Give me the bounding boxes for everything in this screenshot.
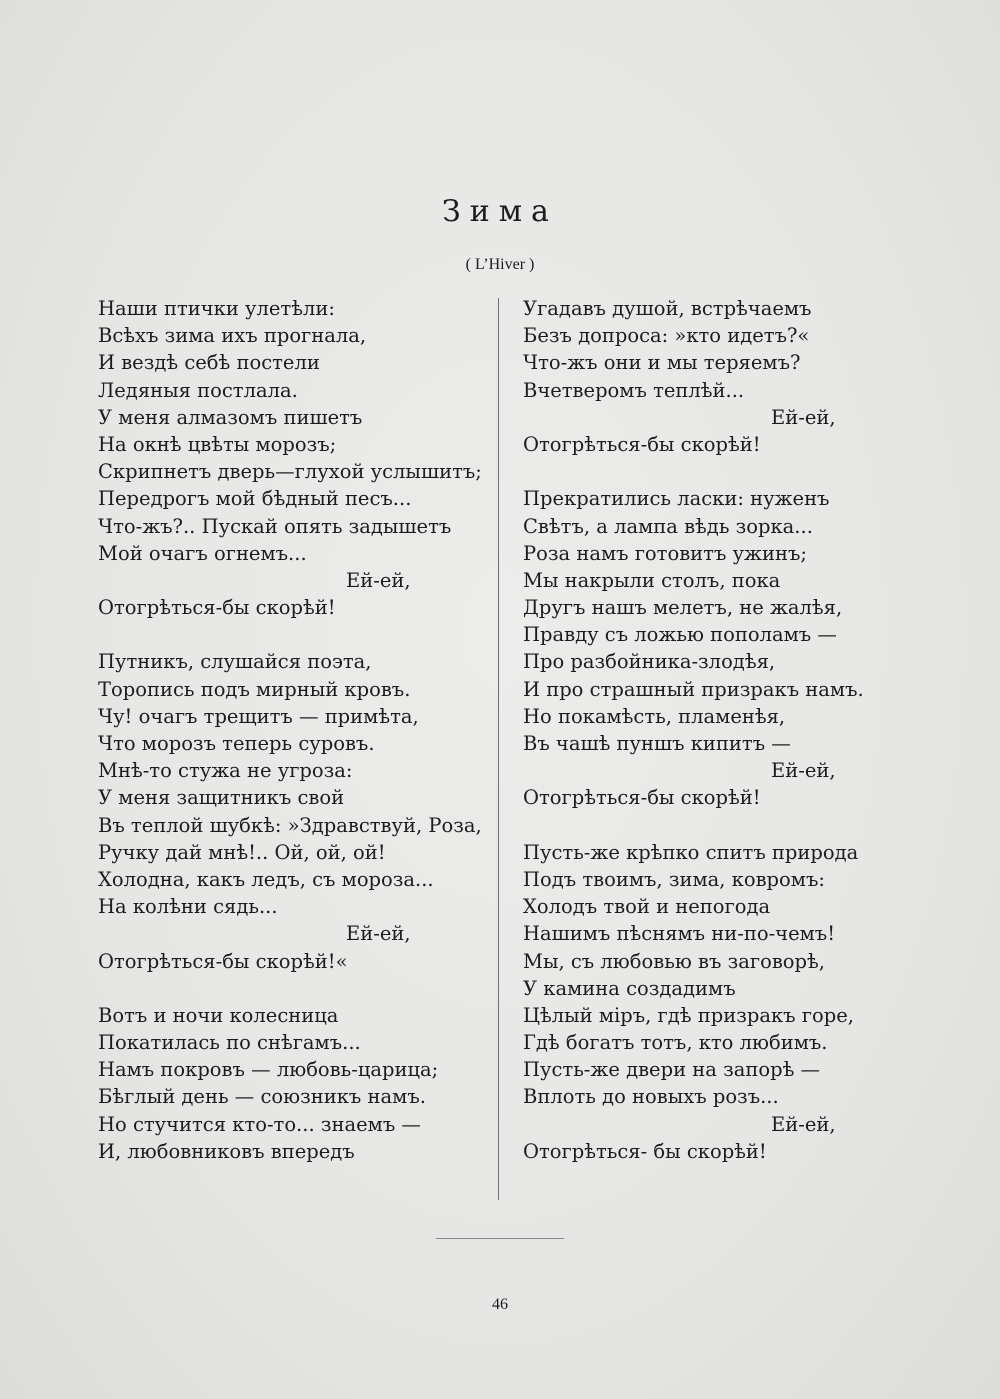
verse-line: Роза намъ готовитъ ужинъ; — [523, 541, 807, 565]
verse-line: Вчетверомъ теплѣй... — [523, 378, 745, 402]
verse-line: Другъ нашъ мелетъ, не жалѣя, — [523, 596, 843, 620]
refrain-line: Ей-ей, — [771, 1112, 836, 1136]
verse-line: Намъ покровъ — любовь-царица; — [98, 1058, 439, 1082]
stanza-gap — [98, 975, 498, 1002]
verse-line: Пусть-же двери на запорѣ — — [523, 1058, 821, 1082]
stanza-gap — [523, 812, 923, 839]
verse-line: Отогрѣться-бы скорѣй! — [523, 786, 761, 810]
verse-line: Пусть-же крѣпко спитъ природа — [523, 840, 859, 864]
verse-line: Наши птички улетѣли: — [98, 297, 335, 320]
verse-line: Въ чашѣ пуншъ кипитъ — — [523, 732, 791, 755]
verse-line: Покатилась по снѣгамъ... — [98, 1031, 361, 1055]
verse-line: Прекратились ласки: нуженъ — [523, 487, 830, 511]
verse-line: Правду съ ложью пополамъ — — [523, 623, 837, 647]
verse-line: Путникъ, слушайся поэта, — [98, 650, 372, 674]
column-divider — [498, 298, 499, 1200]
verse-line: Угадавъ душой, встрѣчаемъ — [523, 297, 812, 320]
verse-line: Передрогъ мой бѣдный песъ... — [98, 487, 412, 511]
verse-line: У меня защитникъ свой — [98, 786, 345, 810]
verse-line: Мой очагъ огнемъ... — [98, 541, 307, 565]
verse-line: Холодъ твой и непогода — [523, 895, 771, 919]
refrain-line: Ей-ей, — [346, 568, 411, 592]
verse-line: Отогрѣться- бы скорѣй! — [523, 1139, 767, 1163]
verse-line: Что морозъ теперь суровъ. — [98, 732, 375, 755]
poem-title: Зима — [442, 194, 558, 229]
refrain-line: Ей-ей, — [771, 759, 836, 783]
footer-rule — [436, 1238, 564, 1239]
refrain-line: Ей-ей, — [771, 405, 836, 429]
verse-line: На окнѣ цвѣты морозъ; — [98, 432, 337, 456]
verse-line: Ручку дай мнѣ!.. Ой, ой, ой! — [98, 840, 386, 864]
verse-line: Про разбойника-злодѣя, — [523, 650, 776, 674]
verse-line: Чу! очагъ трещитъ — примѣта, — [98, 704, 419, 728]
verse-line: Безъ допроса: »кто идетъ?« — [523, 324, 810, 348]
stanza-gap — [523, 458, 923, 485]
verse-line: Мы, съ любовью въ заговорѣ, — [523, 949, 825, 973]
verse-line: Бѣглый день — союзникъ намъ. — [98, 1085, 426, 1109]
verse-line: Отогрѣться-бы скорѣй! — [98, 596, 336, 620]
verse-line: Мы накрыли столъ, пока — [523, 568, 781, 592]
verse-line: И вездѣ себѣ постели — [98, 351, 320, 375]
verse-line: Отогрѣться-бы скорѣй! — [523, 432, 761, 456]
verse-line: Торопись подъ мирный кровъ. — [98, 677, 411, 701]
verse-line: Вотъ и ночи колесница — [98, 1003, 339, 1027]
verse-line: Свѣтъ, а лампа вѣдь зорка... — [523, 514, 813, 538]
verse-line: Цѣлый міръ, гдѣ призракъ горе, — [523, 1003, 854, 1027]
verse-line: У камина создадимъ — [523, 976, 736, 1000]
verse-line: Вплоть до новыхъ розъ... — [523, 1085, 779, 1109]
left-column — [98, 295, 498, 1165]
verse-line: У меня алмазомъ пишетъ — [98, 405, 363, 429]
verse-line: На колѣни сядь... — [98, 895, 278, 919]
poem-subtitle: ( L’Hiver ) — [465, 256, 535, 273]
verse-line: Что-жъ они и мы теряемъ? — [523, 351, 801, 375]
verse-line: Отогрѣться-бы скорѣй!« — [98, 949, 348, 973]
verse-line: Но стучится кто-то... знаемъ — — [98, 1112, 421, 1136]
verse-line: Скрипнетъ дверь—глухой услышитъ; — [98, 460, 482, 484]
verse-line: Но покамѣсть, пламенѣя, — [523, 704, 786, 728]
verse-line: Въ теплой шубкѣ: »Здравствуй, Роза, — [98, 813, 482, 837]
stanza-gap — [98, 621, 498, 648]
verse-line: Нашимъ пѣснямъ ни-по-чемъ! — [523, 922, 836, 946]
refrain-line: Ей-ей, — [346, 922, 411, 946]
verse-line: Мнѣ-то стужа не угроза: — [98, 759, 353, 783]
verse-line: И, любовниковъ впередъ — [98, 1139, 355, 1163]
right-column — [523, 295, 923, 1165]
verse-line: Холодна, какъ ледъ, съ мороза... — [98, 867, 434, 891]
verse-line: Ледяныя постлала. — [98, 378, 298, 402]
verse-line: Всѣхъ зима ихъ прогнала, — [98, 324, 367, 348]
verse-line: И про страшный призракъ намъ. — [523, 677, 864, 701]
page-number: 46 — [492, 1296, 508, 1313]
verse-line: Подъ твоимъ, зима, ковромъ: — [523, 867, 825, 891]
verse-line: Гдѣ богатъ тотъ, кто любимъ. — [523, 1031, 828, 1055]
verse-line: Что-жъ?.. Пускай опять задышетъ — [98, 514, 452, 538]
